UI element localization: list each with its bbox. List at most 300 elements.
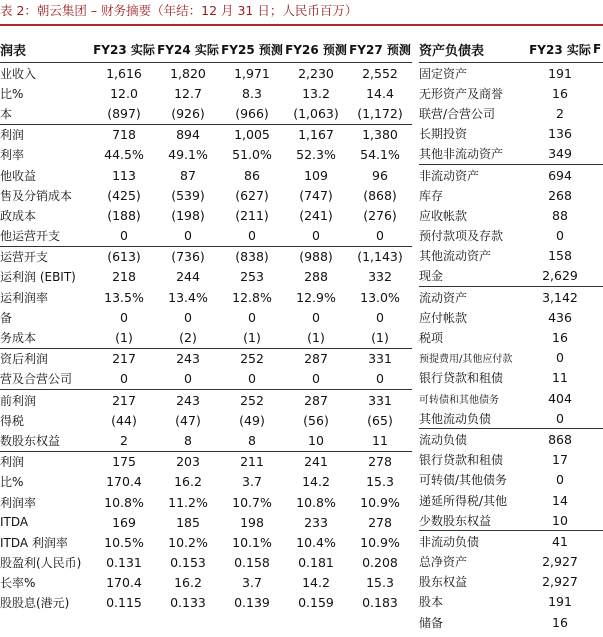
row-label: 预提费用/其他应付款 [419, 354, 513, 366]
table-row [419, 348, 603, 368]
row-value: 332 [368, 269, 392, 285]
row-label: 利润率 [0, 495, 37, 510]
row-value: 0.139 [234, 595, 270, 611]
row-value: 211 [220, 451, 284, 472]
row-spacer [593, 450, 603, 470]
table-row [419, 124, 603, 144]
row-value: 0 [184, 371, 192, 387]
table-row [419, 450, 603, 470]
row-spacer [593, 124, 603, 144]
row-value: 44.5% [104, 147, 144, 163]
income-header-year: FY25 预测 [220, 36, 284, 63]
row-value: 96 [372, 167, 388, 183]
row-value: 86 [244, 167, 260, 183]
row-value: 1,971 [234, 65, 270, 81]
balance-header-label: 资产负债表 [419, 36, 527, 63]
row-label: 运利润率 [0, 290, 49, 305]
row-spacer [593, 612, 603, 632]
table-row [419, 287, 603, 308]
row-value: 244 [176, 269, 200, 285]
row-label: 其他非流动资产 [419, 147, 504, 162]
row-value: 10.5% [104, 534, 144, 550]
row-value: (1,172) [357, 105, 403, 121]
row-value: 13.5% [104, 289, 144, 305]
row-label: 现金 [419, 269, 444, 284]
table-row [419, 83, 603, 103]
row-label: 他运营开支 [0, 229, 61, 244]
row-value: 0 [120, 371, 128, 387]
income-header-label: 润表 [0, 36, 92, 63]
row-value: 10.1% [232, 534, 272, 550]
row-value: 0.159 [298, 595, 334, 611]
row-value: (747) [299, 187, 333, 203]
row-value: 13.4% [168, 289, 208, 305]
row-value: 3,142 [527, 287, 593, 308]
table-row [0, 103, 412, 124]
row-label: 应收帐款 [419, 208, 468, 223]
table-row [419, 552, 603, 572]
table-row [419, 226, 603, 246]
row-value: 0.183 [362, 595, 398, 611]
row-value: 2,629 [542, 268, 578, 284]
row-spacer [593, 531, 603, 552]
row-value: 8.3 [242, 85, 262, 101]
row-value: 217 [92, 348, 156, 369]
table-row [0, 472, 412, 492]
row-spacer [593, 572, 603, 592]
table-row [419, 429, 603, 450]
row-value: 17 [552, 452, 568, 468]
row-spacer [593, 246, 603, 266]
row-value: (1) [115, 330, 133, 346]
row-label: 长率% [0, 576, 36, 591]
row-value: (539) [171, 187, 205, 203]
table-row [0, 532, 412, 552]
row-spacer [593, 348, 603, 368]
row-value: 169 [112, 514, 136, 530]
row-value: 0 [556, 472, 564, 488]
row-value: 10.8% [296, 494, 336, 510]
row-spacer [593, 368, 603, 388]
row-value: 170.4 [106, 575, 142, 591]
row-value: 158 [548, 248, 572, 264]
row-label: 售及分销成本 [0, 188, 73, 203]
row-label: 股股息(港元) [0, 596, 70, 611]
row-value: 8 [248, 432, 256, 448]
row-value: 243 [156, 390, 220, 411]
row-spacer [593, 164, 603, 185]
row-value: 0 [120, 309, 128, 325]
row-label: 流动资产 [419, 287, 527, 308]
row-label: 比% [0, 86, 24, 101]
row-label: 银行贷款和租债 [419, 453, 504, 468]
row-value: 0 [120, 228, 128, 244]
row-value: 894 [156, 124, 220, 145]
row-value: 8 [184, 432, 192, 448]
row-value: (838) [220, 246, 284, 267]
balance-header-year: FY23 实际 [527, 36, 593, 63]
row-value: (897) [107, 105, 141, 121]
row-value: 10.4% [296, 534, 336, 550]
row-value: 349 [548, 146, 572, 162]
income-statement-table [0, 36, 412, 613]
row-spacer [593, 63, 603, 84]
row-label: 固定资产 [419, 66, 468, 81]
row-label: 股本 [419, 595, 444, 610]
row-value: 2,927 [542, 574, 578, 590]
row-label: 流动负债 [419, 429, 527, 450]
table-row [419, 408, 603, 429]
table-row [0, 246, 412, 267]
row-value: 2 [556, 105, 564, 121]
table-row [0, 512, 412, 532]
row-label: 本 [0, 106, 13, 121]
row-value: 252 [220, 390, 284, 411]
row-label: 股盈利(人民币) [0, 556, 82, 571]
row-value: 0 [556, 228, 564, 244]
row-label: 其他流动负债 [419, 411, 492, 426]
row-value: 0 [556, 350, 564, 366]
row-label: 储备 [419, 615, 444, 630]
row-value: 1,820 [170, 65, 206, 81]
table-row [419, 388, 603, 408]
table-row [419, 205, 603, 225]
row-value: 217 [92, 390, 156, 411]
row-value: 10 [552, 512, 568, 528]
row-value: 0.131 [106, 555, 142, 571]
row-value: 3.7 [242, 474, 262, 490]
table-row [419, 185, 603, 205]
row-value: (1) [371, 330, 389, 346]
row-value: 2 [120, 432, 128, 448]
row-label: 非流动资产 [419, 164, 527, 185]
row-label: 其他流动资产 [419, 249, 492, 264]
table-row [0, 307, 412, 327]
row-value: (1) [307, 330, 325, 346]
row-label: 非流动负债 [419, 531, 527, 552]
row-value: 14.2 [302, 575, 330, 591]
row-label: 库存 [419, 188, 444, 203]
row-value: 1,616 [106, 65, 142, 81]
income-statement-panel [0, 36, 412, 613]
income-header-year: FY26 预测 [284, 36, 348, 63]
row-spacer [593, 185, 603, 205]
row-value: 198 [240, 514, 264, 530]
row-value: 51.0% [232, 147, 272, 163]
row-value: 11 [552, 370, 568, 386]
row-label: 政成本 [0, 208, 37, 223]
income-header-year: FY23 实际 [92, 36, 156, 63]
table-row [0, 124, 412, 145]
row-spacer [593, 266, 603, 287]
row-value: 3.7 [242, 575, 262, 591]
table-row [419, 307, 603, 327]
row-value: 0.158 [234, 555, 270, 571]
row-spacer [593, 307, 603, 327]
row-label: 税项 [419, 331, 444, 346]
row-value: 88 [552, 207, 568, 223]
row-value: (988) [284, 246, 348, 267]
row-value: 331 [348, 348, 412, 369]
row-value: 241 [284, 451, 348, 472]
row-value: 52.3% [296, 147, 336, 163]
table-row [0, 390, 412, 411]
row-value: 278 [348, 451, 412, 472]
row-spacer [593, 103, 603, 123]
row-value: 1,005 [220, 124, 284, 145]
row-value: (49) [239, 412, 265, 428]
table-row [0, 165, 412, 185]
row-value: 268 [548, 187, 572, 203]
row-value: 1,380 [348, 124, 412, 145]
table-row [0, 83, 412, 103]
table-row [0, 553, 412, 573]
row-spacer [593, 490, 603, 510]
row-value: 0 [376, 371, 384, 387]
row-label: 资后利润 [0, 348, 92, 369]
balance-sheet-table [419, 36, 603, 632]
row-spacer [593, 388, 603, 408]
table-row [0, 287, 412, 307]
row-value: 0.115 [106, 595, 142, 611]
table-row [419, 144, 603, 165]
table-row [0, 573, 412, 593]
row-spacer [593, 287, 603, 308]
row-label: 利润 [0, 451, 92, 472]
table-row [0, 410, 412, 430]
row-value: 11.2% [168, 494, 208, 510]
row-value: 0 [248, 371, 256, 387]
table-row [0, 205, 412, 225]
row-label: 递延所得税/其他 [419, 493, 508, 508]
row-value: 191 [548, 594, 572, 610]
row-value: 0 [556, 410, 564, 426]
table-row [0, 63, 412, 84]
row-label: 数股东权益 [0, 433, 61, 448]
row-spacer [593, 83, 603, 103]
table-row [419, 470, 603, 490]
table-row [419, 164, 603, 185]
row-value: 175 [92, 451, 156, 472]
row-value: 109 [304, 167, 328, 183]
table-row [419, 246, 603, 266]
row-label: 长期投资 [419, 127, 468, 142]
row-value: (65) [367, 412, 393, 428]
row-value: 694 [527, 164, 593, 185]
row-value: 868 [527, 429, 593, 450]
row-value: (188) [107, 207, 141, 223]
row-value: 12.8% [232, 289, 272, 305]
row-value: 14.4 [366, 85, 394, 101]
row-value: 10.9% [360, 534, 400, 550]
row-value: (44) [111, 412, 137, 428]
row-label: ITDA 利润率 [0, 535, 68, 550]
row-spacer [593, 470, 603, 490]
row-value: 170.4 [106, 474, 142, 490]
row-label: 他收益 [0, 168, 37, 183]
row-label: 前利润 [0, 390, 92, 411]
row-value: (211) [235, 207, 269, 223]
row-value: 16.2 [174, 474, 202, 490]
table-row [0, 593, 412, 613]
row-label: ITDA [0, 515, 29, 530]
row-value: (736) [156, 246, 220, 267]
row-value: (198) [171, 207, 205, 223]
row-value: 331 [348, 390, 412, 411]
row-label: 无形资产及商誉 [419, 86, 504, 101]
row-value: (425) [107, 187, 141, 203]
row-value: 185 [176, 514, 200, 530]
row-value: 252 [220, 348, 284, 369]
row-value: 1,167 [284, 124, 348, 145]
row-label: 利率 [0, 148, 25, 163]
row-value: 0.133 [170, 595, 206, 611]
row-value: 2,552 [362, 65, 398, 81]
row-value: 10.9% [360, 494, 400, 510]
row-label: 备 [0, 310, 13, 325]
row-value: 287 [284, 390, 348, 411]
row-label: 营及合营公司 [0, 372, 73, 387]
row-spacer [593, 144, 603, 165]
row-value: 13.2 [302, 85, 330, 101]
row-label: 比% [0, 475, 24, 490]
row-spacer [593, 327, 603, 347]
table-row [0, 430, 412, 451]
row-value: 16 [552, 330, 568, 346]
row-value: 0.208 [362, 555, 398, 571]
row-value: 16.2 [174, 575, 202, 591]
table-row [419, 510, 603, 531]
row-value: 718 [92, 124, 156, 145]
balance-sheet-panel [419, 36, 603, 632]
row-label: 得税 [0, 413, 25, 428]
row-label: 应付帐款 [419, 310, 468, 325]
table-row [419, 327, 603, 347]
row-value: 136 [548, 126, 572, 142]
table-row [0, 327, 412, 348]
row-value: 14 [552, 492, 568, 508]
table-row [0, 145, 412, 165]
row-value: (276) [363, 207, 397, 223]
row-value: 12.0 [110, 85, 138, 101]
row-label: 利润 [0, 124, 92, 145]
table-row [419, 63, 603, 84]
table-row [419, 592, 603, 612]
row-value: 16 [552, 614, 568, 630]
table-title: 表 2：朝云集团 – 财务摘要（年结：12 月 31 日；人民币百万） [0, 0, 603, 26]
row-value: 13.0% [360, 289, 400, 305]
row-value: (1,143) [348, 246, 412, 267]
row-value: (56) [303, 412, 329, 428]
row-spacer [593, 510, 603, 531]
table-row [0, 451, 412, 472]
row-value: 12.9% [296, 289, 336, 305]
row-value: (47) [175, 412, 201, 428]
row-spacer [593, 226, 603, 246]
row-label: 预付款项及存款 [419, 229, 504, 244]
row-value: 87 [180, 167, 196, 183]
row-value: (966) [235, 105, 269, 121]
row-value: 15.3 [366, 575, 394, 591]
row-value: 10.2% [168, 534, 208, 550]
row-value: 10.7% [232, 494, 272, 510]
row-value: 0 [184, 309, 192, 325]
row-value: 2,927 [542, 554, 578, 570]
row-value: 15.3 [366, 474, 394, 490]
row-value: 10 [308, 432, 324, 448]
row-label: 可转债和其他债务 [419, 394, 499, 406]
row-value: 2,230 [298, 65, 334, 81]
row-label: 运营开支 [0, 246, 92, 267]
row-spacer [593, 429, 603, 450]
row-label: 少数股东权益 [419, 513, 492, 528]
row-value: (627) [235, 187, 269, 203]
row-spacer [593, 592, 603, 612]
row-value: 14.2 [302, 474, 330, 490]
row-value: 253 [240, 269, 264, 285]
row-spacer [593, 408, 603, 429]
row-value: 203 [156, 451, 220, 472]
table-row [0, 226, 412, 247]
row-value: 41 [527, 531, 593, 552]
row-value: 0 [248, 228, 256, 244]
row-value: 0 [376, 309, 384, 325]
row-value: (2) [179, 330, 197, 346]
row-spacer [593, 552, 603, 572]
row-value: 436 [548, 309, 572, 325]
table-row [419, 612, 603, 632]
row-label: 可转债/其他债务 [419, 473, 508, 488]
row-value: 0 [184, 228, 192, 244]
row-value: 0 [312, 371, 320, 387]
row-value: 54.1% [360, 147, 400, 163]
row-value: 287 [284, 348, 348, 369]
row-value: 113 [112, 167, 136, 183]
balance-header-row [419, 36, 603, 63]
row-value: 0 [312, 228, 320, 244]
row-value: (241) [299, 207, 333, 223]
row-value: 0 [376, 228, 384, 244]
table-row [419, 266, 603, 287]
income-header-row [0, 36, 412, 63]
row-value: (868) [363, 187, 397, 203]
income-header-year: FY27 预测 [348, 36, 412, 63]
table-row [0, 492, 412, 512]
row-value: 218 [112, 269, 136, 285]
table-row [419, 368, 603, 388]
row-value: 0.181 [298, 555, 334, 571]
table-row [419, 103, 603, 123]
row-value: 191 [548, 65, 572, 81]
row-value: 49.1% [168, 147, 208, 163]
row-value: 12.7 [174, 85, 202, 101]
table-row [419, 531, 603, 552]
row-label: 银行贷款和租债 [419, 371, 504, 386]
row-value: 16 [552, 85, 568, 101]
row-value: (1) [243, 330, 261, 346]
row-label: 联营/合营公司 [419, 106, 496, 121]
row-label: 总净资产 [419, 555, 468, 570]
income-header-year: FY24 实际 [156, 36, 220, 63]
row-value: 0 [248, 309, 256, 325]
row-value: 10.8% [104, 494, 144, 510]
row-value: 288 [304, 269, 328, 285]
row-label: 股东权益 [419, 575, 468, 590]
table-row [0, 185, 412, 205]
table-row [0, 348, 412, 369]
table-row [0, 267, 412, 287]
row-value: (613) [92, 246, 156, 267]
